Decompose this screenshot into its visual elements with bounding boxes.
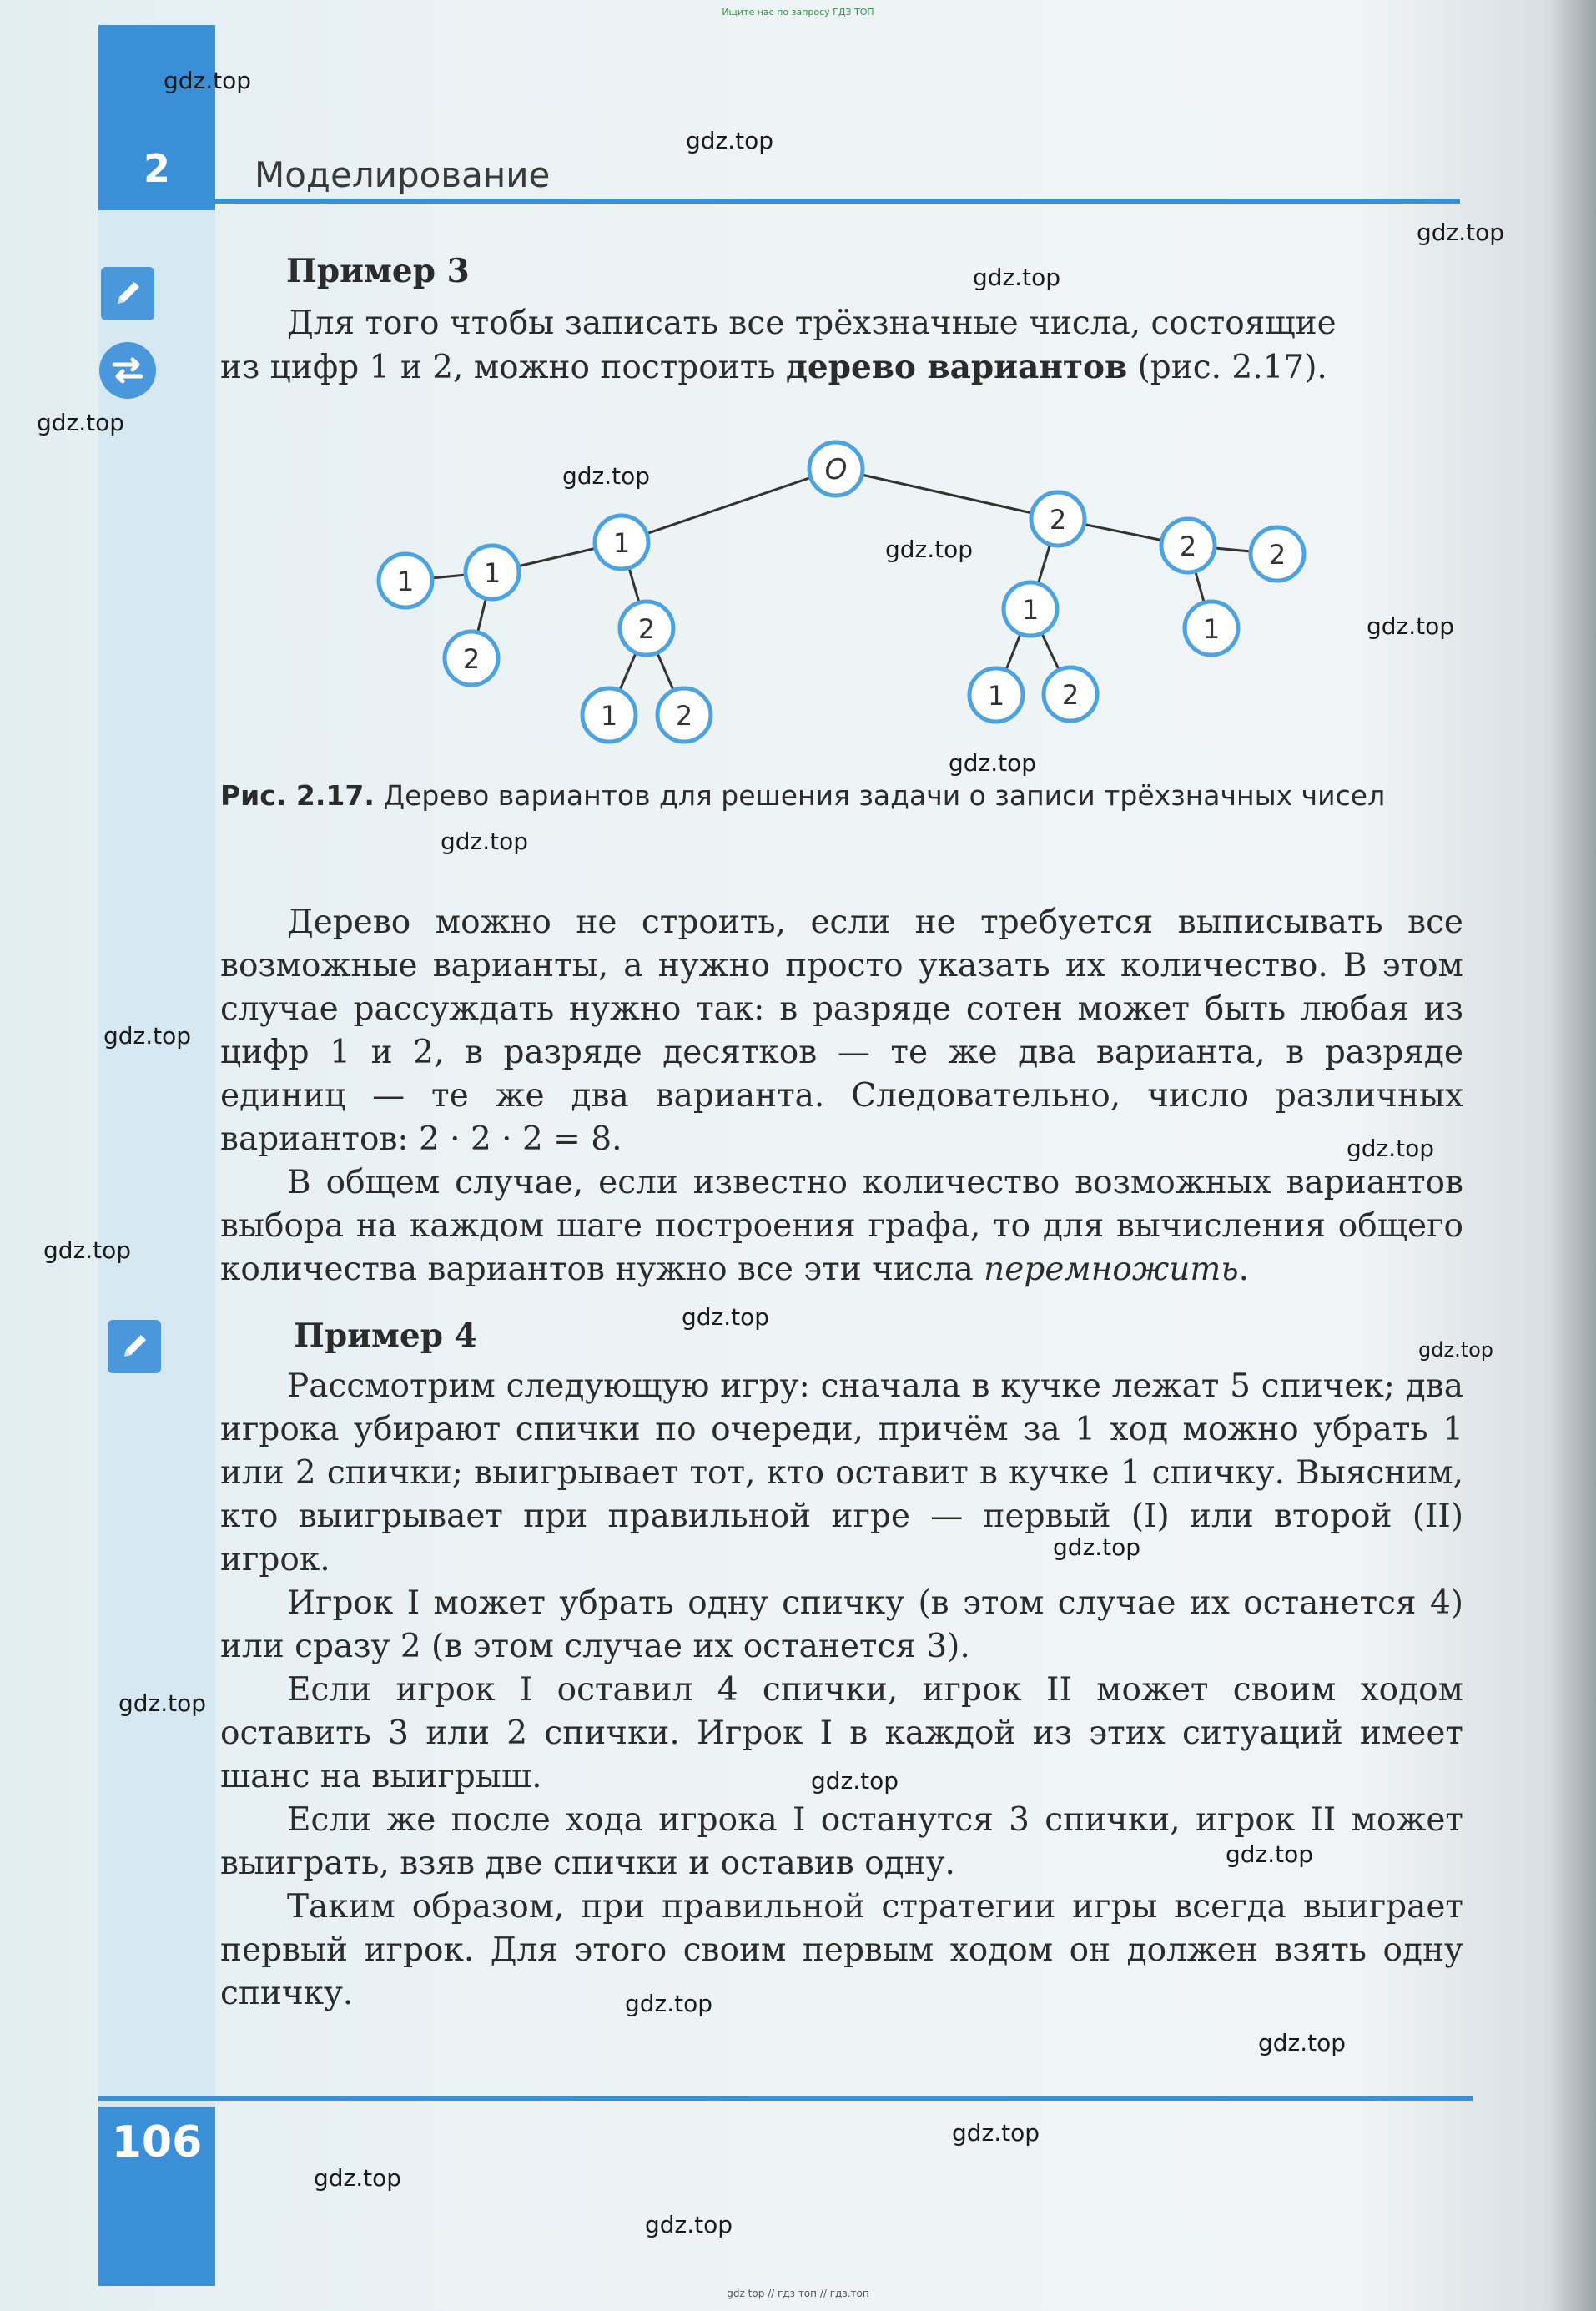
- watermark: gdz.top: [164, 67, 252, 94]
- tree-node: [1251, 527, 1304, 581]
- watermark: gdz.top: [1226, 1840, 1314, 1868]
- paragraph-2-text: В общем случае, если известно количество возможных вариантов выбора на каждом шаге построения графа, то для вычисления общего количества вариантов нужно все эти числа: [220, 1164, 1463, 1288]
- watermark: gdz.top: [118, 1689, 207, 1717]
- svg-text:1: 1: [1021, 594, 1040, 626]
- svg-text:2: 2: [1061, 679, 1080, 711]
- footer-rule: [98, 2096, 1473, 2101]
- page-number: 106: [111, 2117, 203, 2168]
- tree-node: [1004, 582, 1057, 636]
- example-3-line-2-end: (рис. 2.17).: [1127, 349, 1327, 386]
- watermark: gdz.top: [562, 462, 651, 490]
- tree-node: [1185, 602, 1238, 655]
- watermark: gdz.top: [1258, 2029, 1347, 2057]
- figure-caption: [220, 774, 1463, 818]
- tree-node-root: [809, 442, 863, 496]
- pencil-icon: [101, 267, 154, 320]
- example-4-paragraph-5: Таким образом, при правильной стратегии игры всегда выиграет первый игрок. Для этого своим первым ходом он должен взять одну спичку.: [220, 1888, 1463, 2012]
- tree-node: [445, 632, 498, 685]
- svg-text:1: 1: [483, 557, 501, 589]
- watermark: gdz.top: [1347, 1135, 1435, 1162]
- watermark: gdz.top: [1417, 219, 1505, 246]
- watermark: gdz.top: [1367, 612, 1455, 640]
- example-3-line-2: [220, 345, 1463, 390]
- watermark: gdz.top: [973, 264, 1061, 291]
- tree-node: [620, 602, 673, 655]
- watermark: gdz.top: [37, 409, 125, 436]
- watermark: gdz.top: [645, 2211, 733, 2238]
- figure-label: Рис. 2.17.: [220, 779, 375, 812]
- watermark: gdz.top: [949, 749, 1037, 777]
- svg-text:2: 2: [675, 700, 693, 732]
- tree-node: [657, 688, 711, 742]
- svg-text:2: 2: [462, 643, 481, 675]
- svg-text:1: 1: [987, 680, 1005, 712]
- example-3-text: [220, 302, 1463, 390]
- top-note: Ищите нас по запросу ГДЗ ТОП: [722, 7, 874, 18]
- example-3-title: Пример 3: [286, 252, 470, 290]
- watermark: gdz.top: [103, 1022, 192, 1050]
- example-4-paragraph-2: Игрок I может убрать одну спичку (в этом случае их останется 4) или сразу 2 (в этом случае их останется 3).: [220, 1584, 1463, 1665]
- example-4-paragraph-1: Рассмотрим следующую игру: сначала в кучке лежат 5 спичек; два игрока убирают спички по очереди, причём за 1 ход можно убрать 1 или 2 спички; выигрывает тот, кто оставит в кучке 1 спичку. Выясним, кто выигрывает при правильной игре — первый (I) или второй (II) игрок.: [220, 1367, 1463, 1578]
- example-4-title: Пример 4: [294, 1317, 477, 1355]
- svg-text:1: 1: [396, 566, 415, 597]
- watermark: gdz.top: [686, 127, 774, 154]
- watermark: gdz.top: [43, 1236, 132, 1264]
- variants-tree-diagram: [359, 425, 1335, 751]
- tree-nodes: [379, 442, 1304, 742]
- example-3-line-1: Для того чтобы записать все трёхзначные числа, состоящие: [287, 305, 1337, 342]
- watermark: gdz.top: [1418, 1338, 1494, 1362]
- tree-of-variants-term: дерево вариантов: [785, 348, 1128, 386]
- svg-text:1: 1: [600, 700, 618, 732]
- tree-node: [1031, 492, 1085, 546]
- watermark: gdz.top: [1053, 1533, 1141, 1561]
- example-4-paragraph-4: Если же после хода игрока I останутся 3 спички, игрок II может выиграть, взяв две спички и оставив одну.: [220, 1801, 1463, 1882]
- tree-node: [1161, 519, 1215, 572]
- watermark: gdz.top: [682, 1303, 770, 1331]
- watermark: gdz.top: [441, 828, 529, 855]
- paragraph-1: Дерево можно не строить, если не требуется выписывать все возможные варианты, а нужно просто указать их количество. В этом случае рассуждать нужно так: в разряде сотен может быть любая из цифр 1 и 2, в разряде десятков — те же два варианта, в разряде единиц — те же два варианта. Следовательно, число различных вариантов: 2 · 2 · 2 = 8.: [220, 904, 1463, 1158]
- chapter-title: Моделирование: [254, 154, 551, 195]
- tree-node: [379, 554, 432, 607]
- tree-node: [466, 546, 519, 599]
- bottom-note: gdz top // гдз топ // гдз.топ: [727, 2288, 869, 2299]
- multiply-term: перемножить: [984, 1251, 1239, 1288]
- svg-text:2: 2: [637, 613, 656, 645]
- watermark: gdz.top: [314, 2164, 402, 2192]
- chapter-number: 2: [143, 146, 170, 191]
- svg-text:2: 2: [1179, 531, 1197, 562]
- svg-text:2: 2: [1049, 504, 1067, 536]
- swap-arrows-icon: [99, 342, 156, 399]
- watermark: gdz.top: [952, 2119, 1040, 2147]
- watermark: gdz.top: [811, 1767, 899, 1795]
- svg-text:O: O: [824, 453, 848, 486]
- tree-node: [595, 516, 648, 569]
- paragraph-2-end: .: [1238, 1251, 1249, 1288]
- svg-text:2: 2: [1268, 539, 1286, 571]
- figure-caption-text: Дерево вариантов для решения задачи о записи трёхзначных чисел: [374, 779, 1386, 812]
- example-3-line-2-start: из цифр 1 и 2, можно построить: [220, 349, 786, 386]
- tree-node: [969, 668, 1023, 722]
- example-4-paragraph-3: Если игрок I оставил 4 спички, игрок II может своим ходом оставить 3 или 2 спички. Игрок I в каждой из этих ситуаций имеет шанс на выигрыш.: [220, 1671, 1463, 1795]
- paragraph-2: [220, 1161, 1463, 1291]
- svg-text:1: 1: [1202, 613, 1221, 645]
- watermark: gdz.top: [625, 1990, 713, 2017]
- watermark: gdz.top: [885, 536, 974, 563]
- svg-text:1: 1: [612, 527, 631, 559]
- tree-node: [582, 688, 636, 742]
- pencil-icon: [108, 1320, 161, 1373]
- tree-node: [1044, 667, 1097, 721]
- header-rule: [98, 199, 1460, 204]
